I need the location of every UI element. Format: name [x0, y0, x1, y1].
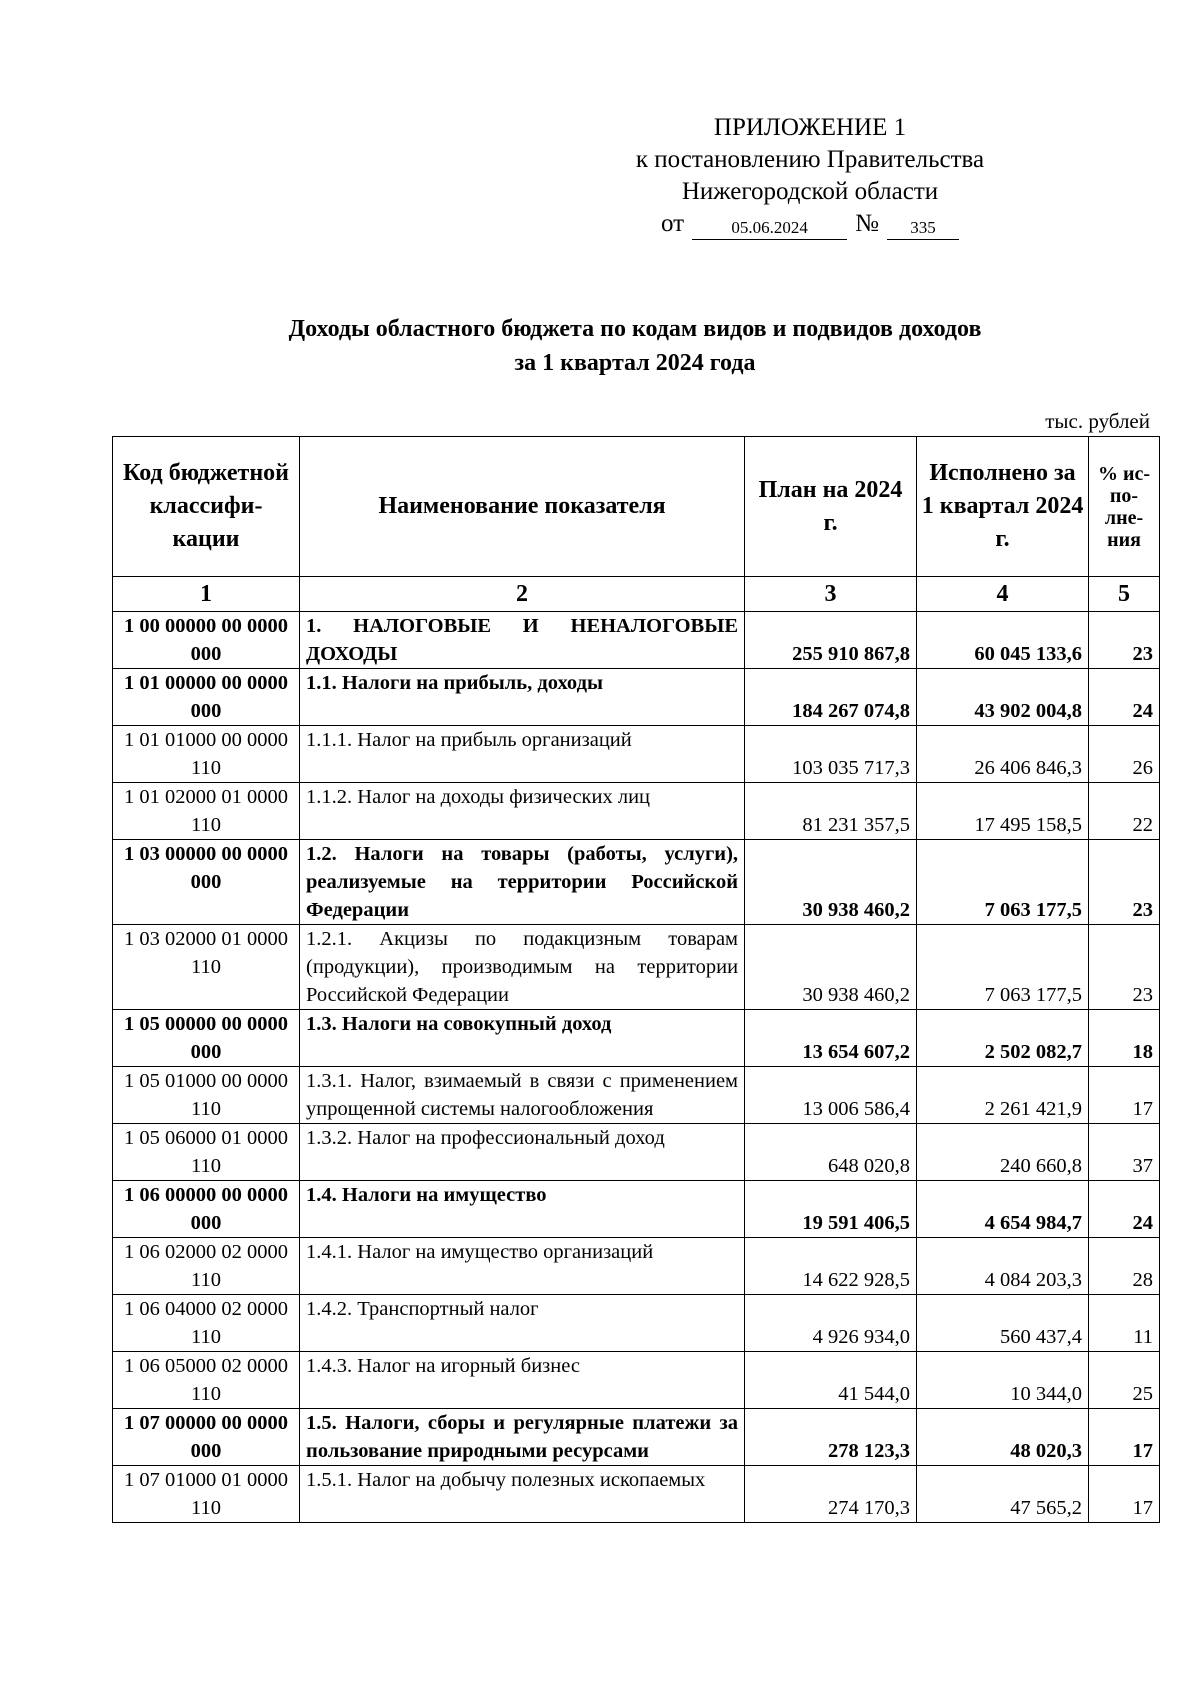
row-done: 47 565,2 — [917, 1466, 1089, 1523]
row-name: 1.2. Налоги на товары (работы, услуги), реализуемые на территории Российской Федерации — [300, 840, 745, 925]
row-name: 1.4.2. Транспортный налог — [300, 1295, 745, 1352]
row-plan: 274 170,3 — [745, 1466, 917, 1523]
row-name: 1.3. Налоги на совокупный доход — [300, 1010, 745, 1067]
row-plan: 4 926 934,0 — [745, 1295, 917, 1352]
row-done: 7 063 177,5 — [917, 840, 1089, 925]
row-code: 1 06 02000 02 0000 110 — [113, 1238, 300, 1295]
row-pct: 11 — [1089, 1295, 1160, 1352]
table-row — [113, 1010, 1160, 1067]
appendix-title: ПРИЛОЖЕНИЕ 1 — [713, 114, 907, 141]
row-name: 1.4.3. Налог на игорный бизнес — [300, 1352, 745, 1409]
table-row — [113, 1238, 1160, 1295]
table-row — [113, 925, 1160, 1010]
row-pct: 24 — [1089, 1181, 1160, 1238]
document-title — [110, 312, 1160, 380]
row-plan: 81 231 357,5 — [745, 783, 917, 840]
row-code: 1 06 00000 00 0000 000 — [113, 1181, 300, 1238]
table-row — [113, 783, 1160, 840]
row-plan: 278 123,3 — [745, 1409, 917, 1466]
header-name: Наименование показателя — [300, 437, 745, 577]
row-code: 1 07 00000 00 0000 000 — [113, 1409, 300, 1466]
table-row — [113, 840, 1160, 925]
table-row — [113, 1124, 1160, 1181]
row-code: 1 06 04000 02 0000 110 — [113, 1295, 300, 1352]
row-pct: 23 — [1089, 840, 1160, 925]
row-code: 1 03 02000 01 0000 110 — [113, 925, 300, 1010]
table-body — [113, 612, 1160, 1523]
row-done: 17 495 158,5 — [917, 783, 1089, 840]
column-number-row — [113, 577, 1160, 612]
row-pct: 17 — [1089, 1409, 1160, 1466]
table-row — [113, 669, 1160, 726]
column-number: 4 — [917, 577, 1089, 612]
column-number: 5 — [1089, 577, 1160, 612]
row-plan: 41 544,0 — [745, 1352, 917, 1409]
header-pct: % ис-по-лне-ния — [1089, 437, 1160, 577]
row-code: 1 03 00000 00 0000 000 — [113, 840, 300, 925]
row-done: 60 045 133,6 — [917, 612, 1089, 669]
row-done: 10 344,0 — [917, 1352, 1089, 1409]
row-pct: 26 — [1089, 726, 1160, 783]
row-name: 1.4. Налоги на имущество — [300, 1181, 745, 1238]
row-done: 4 084 203,3 — [917, 1238, 1089, 1295]
row-done: 560 437,4 — [917, 1295, 1089, 1352]
table-row — [113, 1295, 1160, 1352]
decree-date: 05.06.2024 — [692, 217, 847, 240]
table-row — [113, 1466, 1160, 1523]
row-name: 1.5. Налоги, сборы и регулярные платежи за пользование природными ресурсами — [300, 1409, 745, 1466]
date-prefix: от — [661, 210, 685, 237]
row-plan: 30 938 460,2 — [745, 925, 917, 1010]
row-name: 1.1.1. Налог на прибыль организаций — [300, 726, 745, 783]
row-done: 48 020,3 — [917, 1409, 1089, 1466]
appendix-line-1: к постановлению Правительства — [635, 146, 985, 173]
header-plan: План на 2024 г. — [745, 437, 917, 577]
table-row — [113, 612, 1160, 669]
header-row — [113, 437, 1160, 577]
row-plan: 14 622 928,5 — [745, 1238, 917, 1295]
row-code: 1 01 00000 00 0000 000 — [113, 669, 300, 726]
title-line-2: за 1 квартал 2024 года — [514, 350, 756, 376]
row-done: 2 261 421,9 — [917, 1067, 1089, 1124]
row-name: 1.5.1. Налог на добычу полезных ископаемых — [300, 1466, 745, 1523]
row-name: 1. НАЛОГОВЫЕ И НЕНАЛОГОВЫЕ ДОХОДЫ — [300, 612, 745, 669]
decree-number: 335 — [887, 217, 959, 240]
column-number: 3 — [745, 577, 917, 612]
row-pct: 37 — [1089, 1124, 1160, 1181]
row-plan: 19 591 406,5 — [745, 1181, 917, 1238]
row-plan: 648 020,8 — [745, 1124, 917, 1181]
row-code: 1 05 00000 00 0000 000 — [113, 1010, 300, 1067]
row-plan: 255 910 867,8 — [745, 612, 917, 669]
table-row — [113, 1409, 1160, 1466]
table-row — [113, 1067, 1160, 1124]
row-done: 2 502 082,7 — [917, 1010, 1089, 1067]
number-label: № — [855, 210, 879, 237]
row-name: 1.2.1. Акцизы по подакцизным товарам (продукции), производимым на территории Российской Федерации — [300, 925, 745, 1010]
header-code: Код бюджетной классифи-кации — [113, 437, 300, 577]
row-name: 1.1.2. Налог на доходы физических лиц — [300, 783, 745, 840]
row-pct: 17 — [1089, 1067, 1160, 1124]
column-number: 2 — [300, 577, 745, 612]
row-code: 1 00 00000 00 0000 000 — [113, 612, 300, 669]
units-label: тыс. рублей — [1045, 409, 1150, 433]
row-pct: 24 — [1089, 669, 1160, 726]
row-pct: 23 — [1089, 925, 1160, 1010]
row-code: 1 01 01000 00 0000 110 — [113, 726, 300, 783]
column-number: 1 — [113, 577, 300, 612]
header-done: Исполнено за 1 квартал 2024 г. — [917, 437, 1089, 577]
date-number-line — [600, 208, 1020, 240]
row-pct: 17 — [1089, 1466, 1160, 1523]
row-code: 1 07 01000 01 0000 110 — [113, 1466, 300, 1523]
row-done: 4 654 984,7 — [917, 1181, 1089, 1238]
title-line-1: Доходы областного бюджета по кодам видов и подвидов доходов — [288, 316, 982, 342]
row-plan: 30 938 460,2 — [745, 840, 917, 925]
row-code: 1 06 05000 02 0000 110 — [113, 1352, 300, 1409]
row-done: 7 063 177,5 — [917, 925, 1089, 1010]
row-plan: 103 035 717,3 — [745, 726, 917, 783]
row-name: 1.3.1. Налог, взимаемый в связи с применением упрощенной системы налогообложения — [300, 1067, 745, 1124]
row-name: 1.1. Налоги на прибыль, доходы — [300, 669, 745, 726]
row-code: 1 01 02000 01 0000 110 — [113, 783, 300, 840]
row-pct: 28 — [1089, 1238, 1160, 1295]
revenue-table — [112, 436, 1160, 1523]
row-done: 43 902 004,8 — [917, 669, 1089, 726]
row-done: 26 406 846,3 — [917, 726, 1089, 783]
row-name: 1.3.2. Налог на профессиональный доход — [300, 1124, 745, 1181]
row-pct: 23 — [1089, 612, 1160, 669]
row-name: 1.4.1. Налог на имущество организаций — [300, 1238, 745, 1295]
appendix-block — [600, 112, 1020, 240]
table-row — [113, 1181, 1160, 1238]
row-plan: 13 654 607,2 — [745, 1010, 917, 1067]
appendix-line-2: Нижегородской области — [681, 178, 939, 205]
row-plan: 13 006 586,4 — [745, 1067, 917, 1124]
table-row — [113, 1352, 1160, 1409]
table-row — [113, 726, 1160, 783]
row-done: 240 660,8 — [917, 1124, 1089, 1181]
row-code: 1 05 01000 00 0000 110 — [113, 1067, 300, 1124]
row-plan: 184 267 074,8 — [745, 669, 917, 726]
row-code: 1 05 06000 01 0000 110 — [113, 1124, 300, 1181]
row-pct: 25 — [1089, 1352, 1160, 1409]
row-pct: 18 — [1089, 1010, 1160, 1067]
row-pct: 22 — [1089, 783, 1160, 840]
